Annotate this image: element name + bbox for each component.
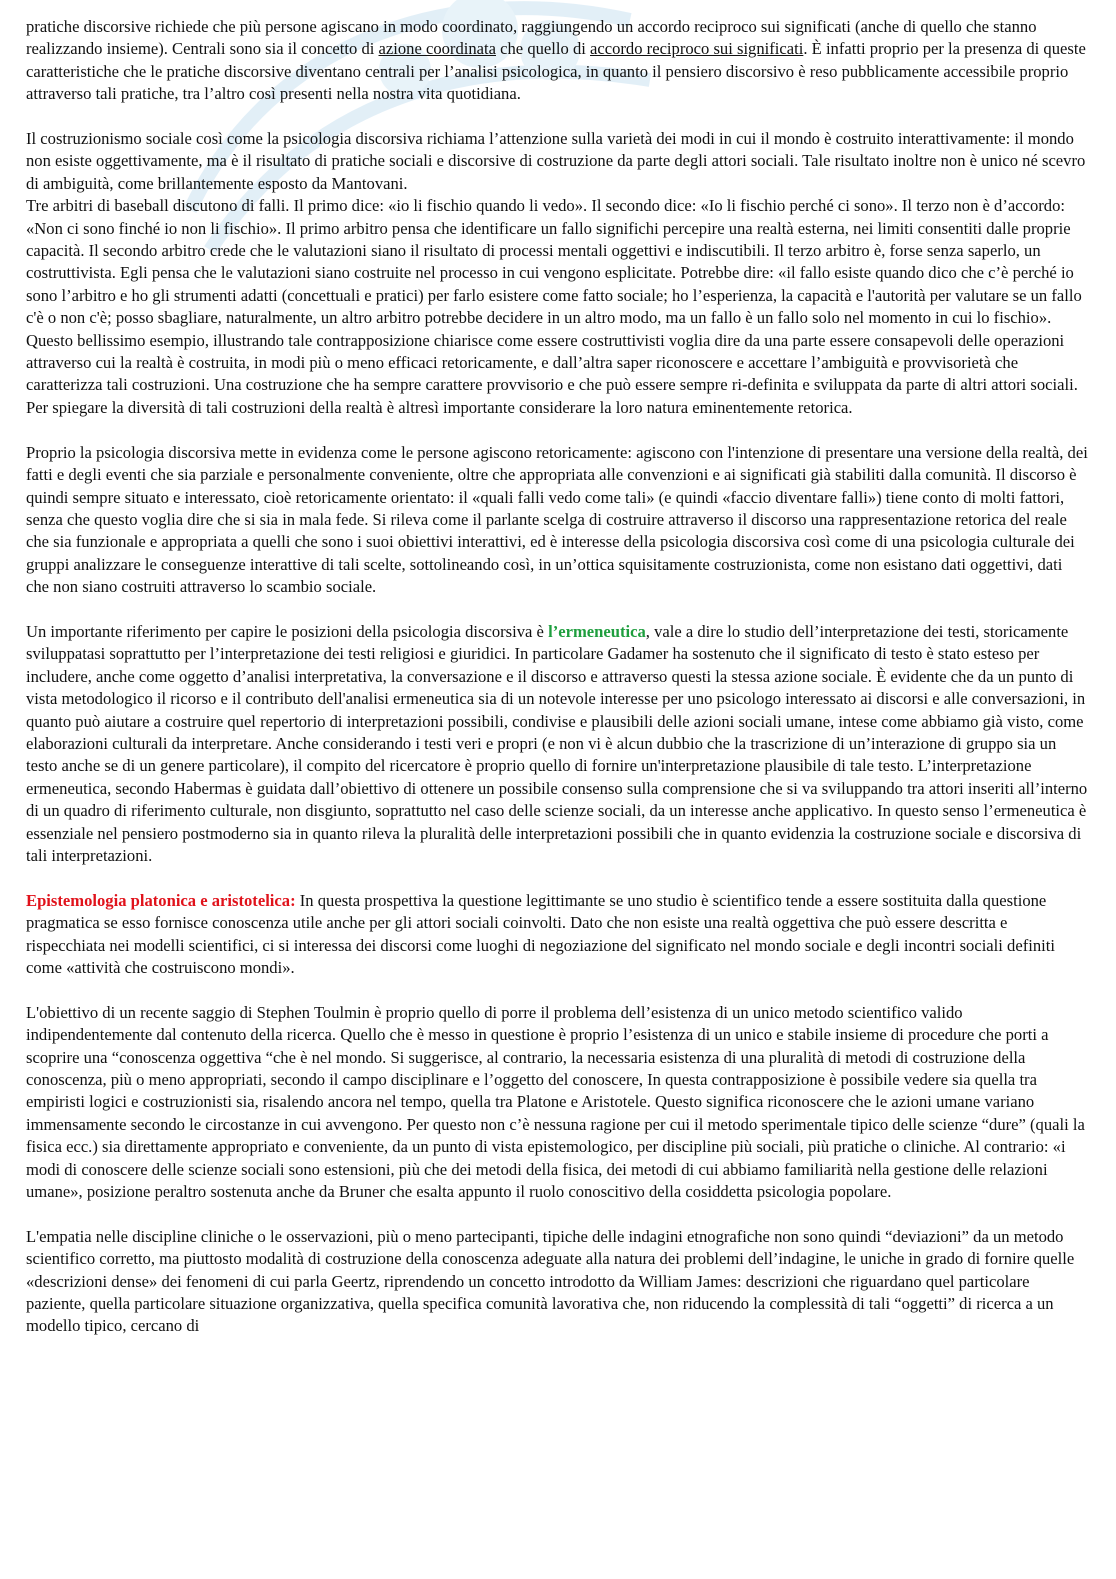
paragraph-p5 (26, 621, 1088, 867)
paragraph-p4 (26, 442, 1088, 599)
document-body (26, 16, 1088, 1338)
text-run: In questa prospettiva la questione legittimante se uno studio è scientifico tende a essere sostituita dalla questione pragmatica se esso fornisce conoscenza utile anche per gli attori sociali coinvolti. Dato che non esiste una realtà oggettiva che può essere descritta e rispecchiata nei modelli scientifici, ci si interessa dei discorsi come luoghi di negoziazione del significato nel mondo sociale e degli incontri sociali definiti come «attività che costruiscono mondi». (26, 890, 1055, 977)
text-run: . È infatti proprio per la presenza di queste caratteristiche che le pratiche discorsive diventano centrali per l’analisi psicologica, in quanto il pensiero discorsivo è reso pubblicamente accessibile proprio attraverso tali pratiche, tra l’altro così presenti nella nostra vita quotidiana. (26, 39, 1086, 104)
paragraph-p8 (26, 1226, 1088, 1338)
paragraph-p1 (26, 16, 1088, 106)
section-heading-red: Epistemologia platonica e aristotelica: (26, 890, 296, 910)
underlined-term: accordo reciproco sui significati (590, 39, 804, 59)
paragraph-p2 (26, 128, 1088, 195)
highlighted-term-green: l’ermeneutica (548, 621, 646, 641)
text-run: L'obiettivo di un recente saggio di Stephen Toulmin è proprio quello di porre il problema dell’esistenza di un unico metodo scientifico valido indipendentemente dal contenuto della ricerca. Quello che è messo in questione è proprio l’esistenza di un unico e stabile insieme di procedure che porti a scoprire una “conoscenza oggettiva “che è nel mondo. Si suggerisce, al contrario, la necessaria esistenza di una pluralità di metodi di costruzione della conoscenza, più o meno appropriati, secondo il campo disciplinare e l’oggetto del conoscere, In questa contrapposizione è possibile vedere sia quella tra empiristi logici e costruzionisti sia, risalendo ancora nel tempo, quella tra Platone e Aristotele. Questo significa riconoscere che le azioni umane variano immensamente secondo le circostanze in cui avvengono. Per questo non c’è nessuna ragione per cui il metodo sperimentale tipico delle scienze “dure” (quali la fisica ecc.) sia direttamente appropriato e conveniente, da un punto di vista epistemologico, per discipline più sociali, più pratiche o cliniche. Al contrario: «i modi di conoscere delle scienze sociali sono estensioni, più che dei metodi della fisica, dei metodi di cui abbiamo familiarità nella gestione delle relazioni umane», posizione peraltro sostenuta anche da Bruner che esalta appunto il ruolo conoscitivo della cosiddetta psicologia popolare. (26, 1002, 1085, 1202)
paragraph-p3 (26, 195, 1088, 419)
text-run: pratiche discorsive richiede che più persone agiscano in modo coordinato, raggiungendo un accordo reciproco sui significati (anche di quello che stanno realizzando insieme). Centrali sono sia il concetto di (26, 17, 1037, 59)
paragraph-p7 (26, 1002, 1088, 1204)
text-run: Proprio la psicologia discorsiva mette in evidenza come le persone agiscono retoricamente: agiscono con l'intenzione di presentare una versione della realtà, dei fatti e degli eventi che sia parziale e personalmente conveniente, oltre che appropriata alle convenzioni e ai significati già stabiliti dalla comunità. Il discorso è quindi sempre situato e interessato, cioè retoricamente orientato: il «quali falli vedo come tali» (e quindi «faccio diventare falli») tiene conto di molti fattori, senza che questo voglia dire che si sia in mala fede. Si rileva come il parlante scelga di costruire attraverso il discorso una rappresentazione retorica del reale che sia funzionale e appropriata a quelli che sono i suoi obiettivi interattivi, ed è interesse della psicologia discorsiva così come di una psicologia culturale dei gruppi analizzare le conseguenze interattive di tali scelte, sottolineando così, in un’ottica squisitamente costruzionista, come non esistano dati oggettivi, dati che non siano costruiti attraverso lo scambio sociale. (26, 442, 1088, 597)
underlined-term: azione coordinata (378, 39, 496, 59)
text-run: Il costruzionismo sociale così come la psicologia discorsiva richiama l’attenzione sulla varietà dei modi in cui il mondo è costruito interattivamente: il mondo non esiste oggettivamente, ma è il risultato di pratiche sociali e discorsive di costruzione da parte degli attori sociali. Tale risultato inoltre non è unico né scevro di ambiguità, come brillantemente esposto da Mantovani. (26, 129, 1086, 193)
text-run: Tre arbitri di baseball discutono di falli. Il primo dice: «io li fischio quando li vedo». Il secondo dice: «Io li fischio perché ci sono». Il terzo non è d’accordo: «Non ci sono finché io non li fischio». Il primo arbitro pensa che identificare un fallo significhi percepire una realtà esterna, nei limiti consentiti dalle proprie capacità. Il secondo arbitro crede che le valutazioni siano il risultato di processi mentali oggettivi e indiscutibili. Il terzo arbitro è, forse senza saperlo, un costruttivista. Egli pensa che le valutazioni siano costruite nel processo in cui vengono esplicitate. Potrebbe dire: «il fallo esiste quando dico che c’è perché io sono l’arbitro e ho gli strumenti adatti (concettuali e pratici) per farlo esistere come fatto sociale; ho l’esperienza, la capacità e l'autorità per valutare se un fallo c'è o non c'è; posso sbagliare, naturalmente, un altro arbitro potrebbe decidere in un altro modo, ma un fallo è un fallo solo nel momento in cui lo fischio». Questo bellissimo esempio, illustrando tale contrapposizione chiarisce come essere costruttivisti voglia dire da una parte essere consapevoli delle operazioni attraverso cui la realtà è costruita, in modi più o meno efficaci retoricamente, e dall’altra saper riconoscere e accettare l’ambiguità e provvisorietà che caratterizza tali costruzioni. Una costruzione che ha sempre carattere provvisorio e che può essere sempre ri-definita e sviluppata da parte di altri attori sociali. Per spiegare la diversità di tali costruzioni della realtà è altresì importante considerare la loro natura eminentemente retorica. (26, 196, 1082, 417)
text-run: Un importante riferimento per capire le posizioni della psicologia discorsiva è (26, 621, 549, 641)
text-run: , vale a dire lo studio dell’interpretazione dei testi, storicamente sviluppatasi soprattutto per l’interpretazione dei testi religiosi e giuridici. In particolare Gadamer ha sostenuto che il significato di testo è stato esteso per includere, anche come oggetto d’analisi interpretativa, la conversazione e il discorso e attraverso questi la stessa azione sociale. È evidente che da un punto di vista metodologico il ricorso e il contributo dell'analisi ermeneutica sia di un notevole interesse per uno psicologo interessato ai discorsi e alle conversazioni, in quanto può aiutare a costruire quel repertorio di interpretazioni possibili, condivise e plausibili delle azioni sociali umane, intese come abbiamo già visto, come elaborazioni culturali da interpretare. Anche considerando i testi veri e propri (e non vi è alcun dubbio che la trascrizione di un’interazione di gruppo sia un testo anche se di un genere particolare), il compito del ricercatore è proprio quello di fornire un'interpretazione plausibile di tale testo. L’interpretazione ermeneutica, secondo Habermas è guidata dall’obiettivo di ottenere un possibile consenso sulla comprensione che si va sviluppando tra attori inseriti all’interno di un quadro di riferimento culturale, non disgiunto, soprattutto nel caso delle scienze sociali, da un interesse anche applicativo. In questo senso l’ermeneutica è essenziale nel pensiero postmoderno sia in quanto rileva la pluralità delle interpretazioni possibili che in quanto evidenzia la costruzione sociale e discorsiva di tali interpretazioni. (26, 621, 1088, 865)
text-run: che quello di (496, 39, 591, 59)
paragraph-p6 (26, 890, 1088, 980)
text-run: L'empatia nelle discipline cliniche o le osservazioni, più o meno partecipanti, tipiche delle indagini etnografiche non sono quindi “deviazioni” da un metodo scientifico corretto, ma piuttosto modalità di costruzione della conoscenza adeguate alla natura dei problemi dell’indagine, le uniche in grado di fornire quelle «descrizioni dense» dei fenomeni di cui parla Geertz, riprendendo un concetto introdotto da William James: descrizioni che riguardano quel particolare paziente, quella particolare situazione organizzativa, quella specifica comunità lavorativa che, non riducendo la complessità di tali “oggetti” di ricerca a un modello tipico, cercano di (26, 1226, 1075, 1336)
